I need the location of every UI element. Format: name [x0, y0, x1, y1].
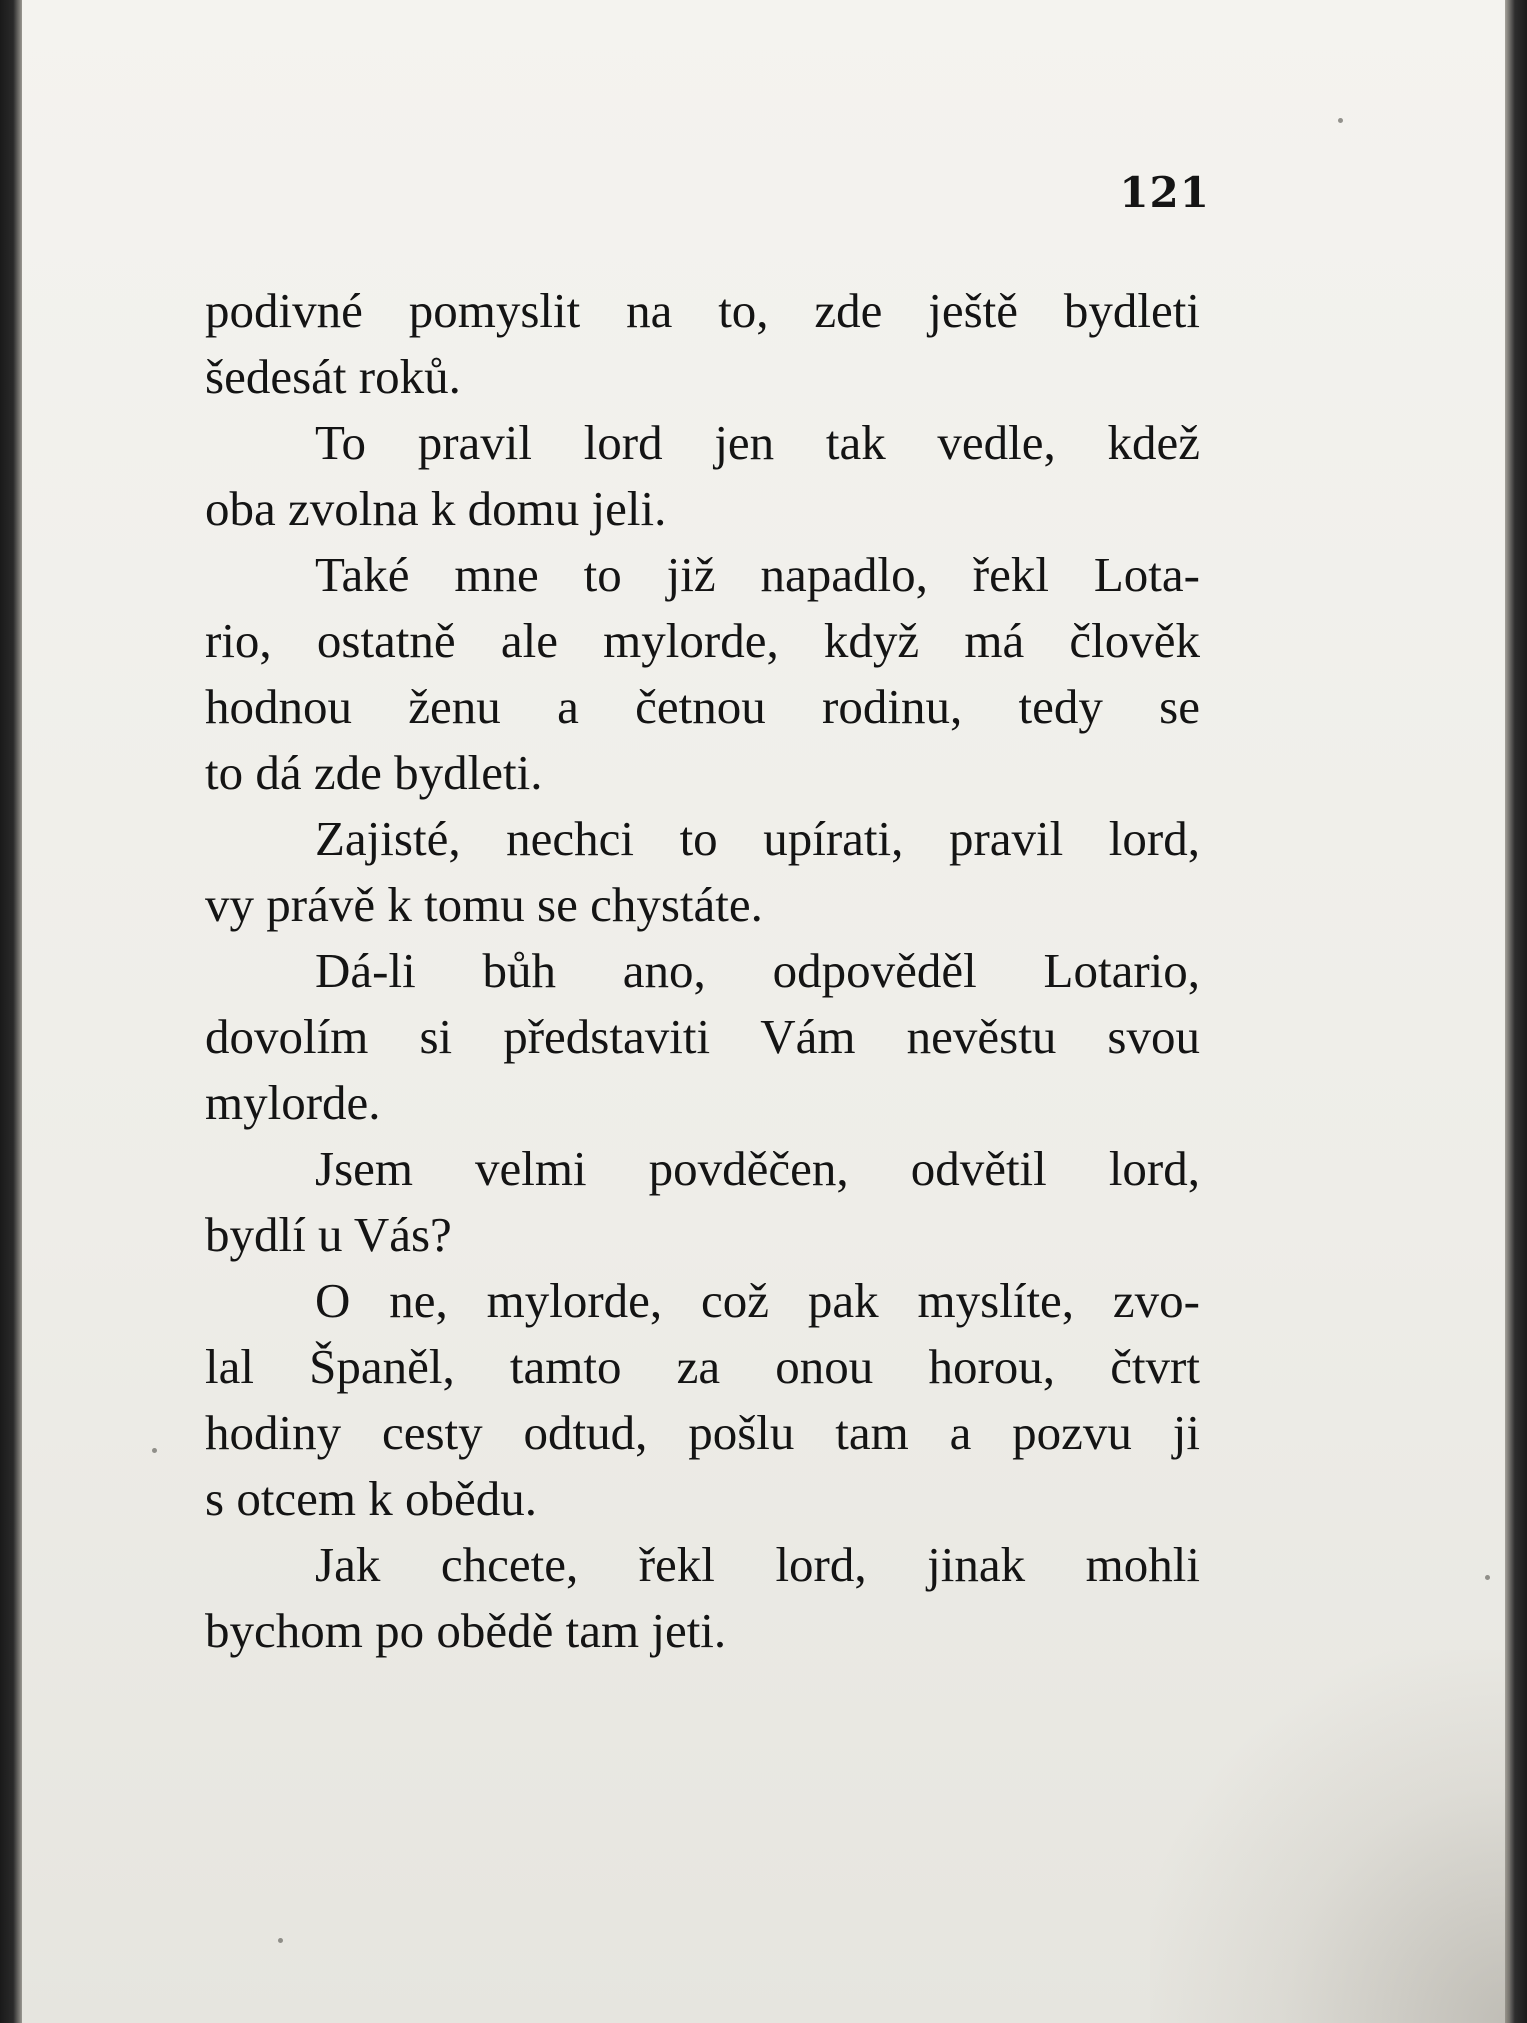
text-line: rio, ostatně ale mylorde, když má člověk: [205, 613, 1200, 668]
page-stain: [1150, 1650, 1510, 2023]
text-line: šedesát roků.: [205, 349, 461, 404]
text-line: s otcem k obědu.: [205, 1471, 538, 1526]
text-line: vy právě k tomu se chystáte.: [205, 877, 763, 932]
text-line: To pravil lord jen tak vedle, kdež: [315, 415, 1200, 470]
text-line: bychom po obědě tam jeti.: [205, 1603, 727, 1658]
dust-speck: [1338, 118, 1343, 123]
text-line: Dá-li bůh ano, odpověděl Lotario,: [315, 943, 1200, 998]
text-line: podivné pomyslit na to, zde ještě bydleti: [205, 283, 1200, 338]
text-line: bydlí u Vás?: [205, 1207, 452, 1262]
text-line: Zajisté, nechci to upírati, pravil lord,: [315, 811, 1200, 866]
scan-left-border: [0, 0, 22, 2023]
text-line: hodnou ženu a četnou rodinu, tedy se: [205, 679, 1200, 734]
body-text: [205, 278, 1200, 1664]
text-line: Také mne to již napadlo, řekl Lota-: [315, 547, 1200, 602]
dust-speck: [152, 1448, 157, 1453]
page-number: 121: [1119, 168, 1210, 217]
text-line: mylorde.: [205, 1075, 381, 1130]
text-line: oba zvolna k domu jeli.: [205, 481, 667, 536]
text-line: dovolím si představiti Vám nevěstu svou: [205, 1009, 1200, 1064]
text-line: Jsem velmi povděčen, odvětil lord,: [315, 1141, 1200, 1196]
dust-speck: [278, 1938, 283, 1943]
text-line: Jak chcete, řekl lord, jinak mohli: [315, 1537, 1200, 1592]
text-line: to dá zde bydleti.: [205, 745, 543, 800]
text-line: hodiny cesty odtud, pošlu tam a pozvu ji: [205, 1405, 1200, 1460]
text-line: lal Španěl, tamto za onou horou, čtvrt: [205, 1339, 1200, 1394]
dust-speck: [1485, 1575, 1490, 1580]
text-line: O ne, mylorde, což pak myslíte, zvo-: [315, 1273, 1200, 1328]
